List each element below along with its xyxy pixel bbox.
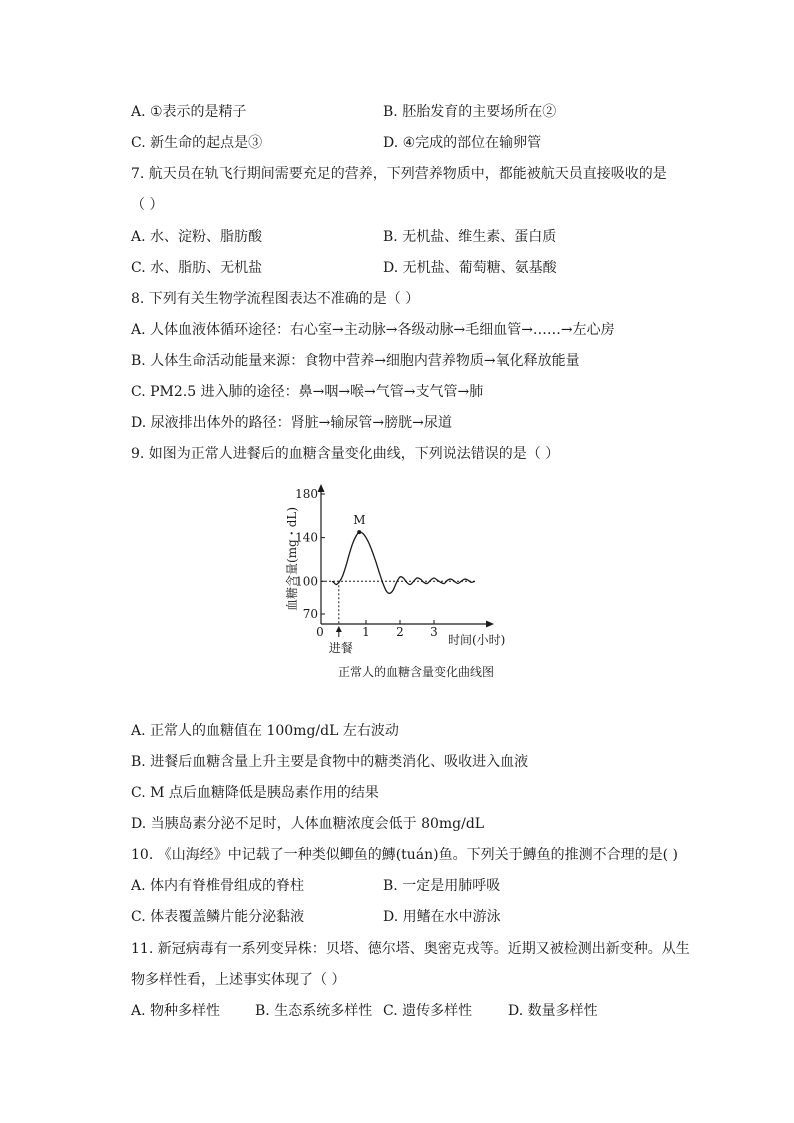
q7-option-b: B. 无机盐、维生素、蛋白质 (383, 229, 557, 245)
blood-sugar-curve (332, 532, 475, 593)
y-axis-arrow (318, 484, 325, 492)
y-tick-label: 100 (295, 574, 318, 589)
q11-option-c: C. 遗传多样性 (383, 1003, 473, 1019)
x-axis-label: 时间(小时) (448, 633, 506, 647)
q9-option-c: C. M 点后血糖降低是胰岛素作用的结果 (131, 785, 379, 801)
q8-stem: 8. 下列有关生物学流程图表达不准确的是（ ） (131, 291, 420, 307)
q6-option-c: C. 新生命的起点是③ (131, 135, 263, 151)
y-tick-label: 70 (302, 607, 318, 621)
q10-option-d: D. 用鳍在水中游泳 (383, 909, 501, 925)
q6-option-a: A. ①表示的是精子 (131, 104, 247, 120)
q7-option-d: D. 无机盐、葡萄糖、氨基酸 (383, 260, 557, 276)
x-tick-label: 3 (430, 625, 438, 639)
y-tick-label: 180 (295, 487, 318, 501)
q7-option-c: C. 水、脂肪、无机盐 (131, 260, 263, 276)
q11-stem-cont: 物多样性看，上述事实体现了（ ） (131, 972, 346, 988)
q8-option-b: B. 人体生命活动能量来源：食物中营养→细胞内营养物质→氧化释放能量 (131, 353, 580, 369)
q8-option-c: C. PM2.5 进入肺的途径：鼻→咽→喉→气管→支气管→肺 (131, 384, 484, 400)
x-tick-label: 1 (362, 625, 370, 639)
q9-option-d: D. 当胰岛素分泌不足时，人体血糖浓度会低于 80mg/dL (131, 816, 485, 832)
blood-sugar-chart (276, 484, 516, 682)
q9-option-a: A. 正常人的血糖值在 100mg/dL 左右波动 (131, 723, 399, 739)
q8-option-d: D. 尿液排出体外的路径：肾脏→输尿管→膀胱→尿道 (131, 415, 452, 431)
y-axis-label: 血糖含量(mg・dL) (285, 506, 299, 612)
x-tick-label: 2 (396, 625, 404, 639)
q11-stem: 11. 新冠病毒有一系列变异株：贝塔、德尔塔、奥密克戎等。近期又被检测出新变种。从生 (131, 941, 690, 957)
q10-option-b: B. 一定是用肺呼吸 (383, 878, 501, 894)
q6-option-d: D. ④完成的部位在输卵管 (383, 135, 542, 151)
q10-stem: 10. 《山海经》中记载了一种类似鲫鱼的鱄(tuán)鱼。下列关于鱄鱼的推测不合理的是( ) (131, 847, 679, 863)
q7-stem-bracket: （ ） (131, 197, 164, 213)
q7-stem: 7. 航天员在轨飞行期间需要充足的营养，下列营养物质中，都能被航天员直接吸收的是 (131, 166, 667, 182)
q11-option-a: A. 物种多样性 (131, 1003, 221, 1019)
meal-label: 进餐 (328, 641, 353, 655)
q6-option-b: B. 胚胎发育的主要场所在② (383, 104, 557, 120)
x-tick-label: 0 (316, 625, 324, 639)
peak-point-m (357, 530, 361, 534)
q10-option-a: A. 体内有脊椎骨组成的脊柱 (131, 878, 305, 894)
q11-option-d: D. 数量多样性 (508, 1003, 598, 1019)
q9-option-b: B. 进餐后血糖含量上升主要是食物中的糖类消化、吸收进入血液 (131, 754, 529, 770)
q8-option-a: A. 人体血液体循环途径：右心室→主动脉→各级动脉→毛细血管→……→左心房 (131, 322, 615, 338)
q11-option-b: B. 生态系统多样性 (255, 1003, 373, 1019)
y-tick-label: 140 (295, 530, 318, 545)
x-axis-arrow (486, 621, 494, 628)
q9-stem: 9. 如图为正常人进餐后的血糖含量变化曲线，下列说法错误的是（ ） (131, 446, 560, 462)
chart-title: 正常人的血糖含量变化曲线图 (337, 665, 495, 679)
peak-label: M (353, 513, 366, 528)
q10-option-c: C. 体表覆盖鳞片能分泌黏液 (131, 909, 305, 925)
q7-option-a: A. 水、淀粉、脂肪酸 (131, 229, 263, 245)
